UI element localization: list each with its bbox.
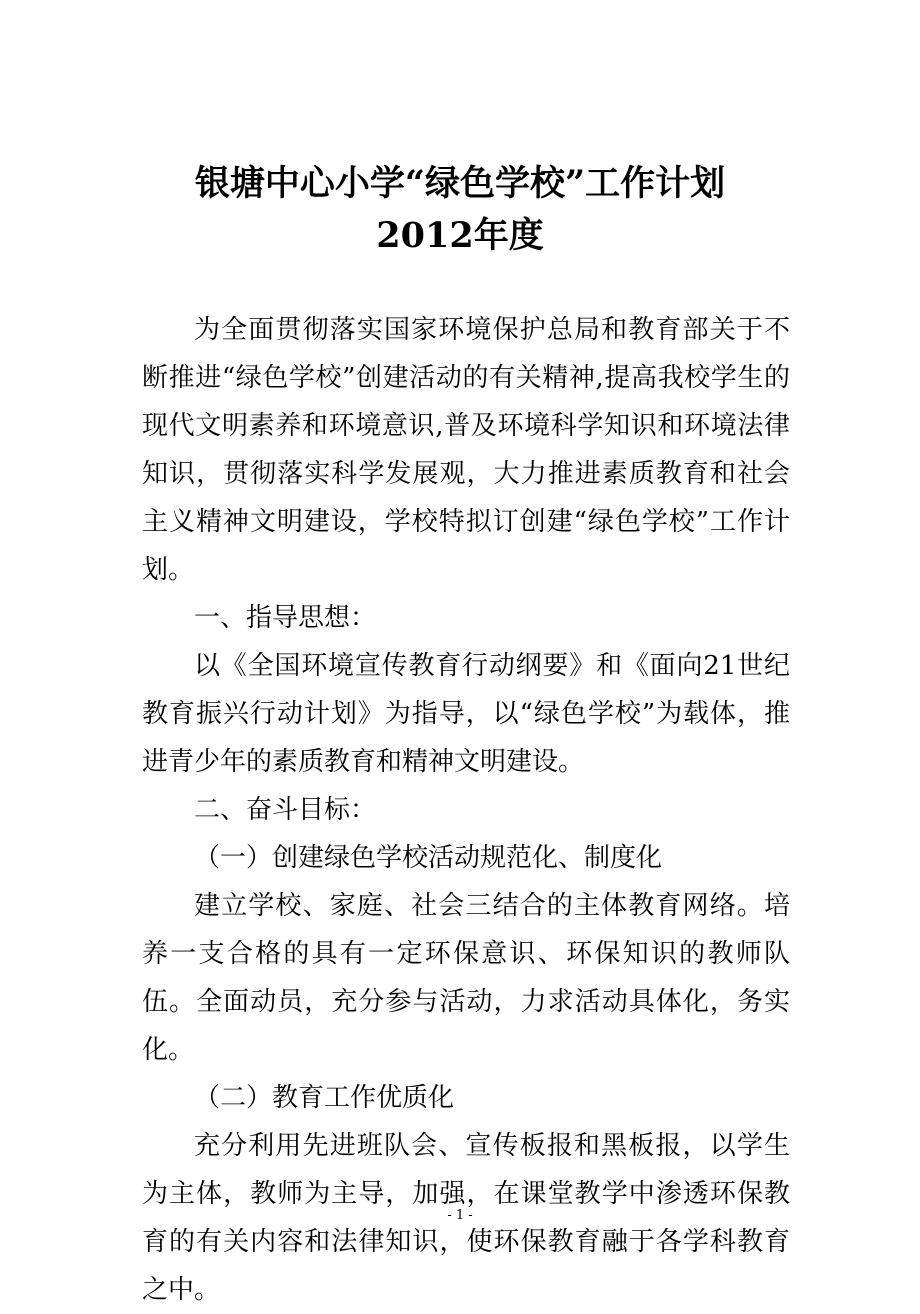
document-subtitle: 2012年度 — [376, 215, 544, 256]
goal-2-heading: （二）教育工作优质化 — [194, 1083, 455, 1113]
goal-2-paragraph: 充分利用先进班队会、宣传板报和黑板报，以学生为主体，教师为主导，加强，在课堂教学中渗透环保教育的有关内容和法律知识，使环保教育融于各学科教育之中。 — [142, 1131, 790, 1305]
document-body — [142, 306, 790, 1314]
goal-1-paragraph: 建立学校、家庭、社会三结合的主体教育网络。培养一支合格的具有一定环保意识、环保知识的教师队伍。全面动员，充分参与活动，力求活动具体化，务实化。 — [142, 891, 790, 1065]
intro-paragraph: 为全面贯彻落实国家环境保护总局和教育部关于不断推进“绿色学校”创建活动的有关精神,提高我校学生的现代文明素养和环境意识,普及环境科学知识和环境法律知识，贯彻落实科学发展观，大力推进素质教育和社会主义精神文明建设，学校特拟订创建“绿色学校”工作计划。 — [142, 315, 790, 585]
goal-1-heading: （一）创建绿色学校活动规范化、制度化 — [194, 843, 663, 873]
guiding-ideology-paragraph: 以《全国环境宣传教育行动纲要》和《面向21世纪教育振兴行动计划》为指导，以“绿色学校”为载体，推进青少年的素质教育和精神文明建设。 — [142, 651, 790, 777]
document-title: 银塘中心小学“绿色学校”工作计划 — [194, 163, 726, 204]
section-heading-guiding-ideology: 一、指导思想： — [194, 603, 377, 633]
section-heading-goals: 二、奋斗目标： — [194, 795, 377, 825]
page-number: - 1 - — [447, 1208, 473, 1223]
